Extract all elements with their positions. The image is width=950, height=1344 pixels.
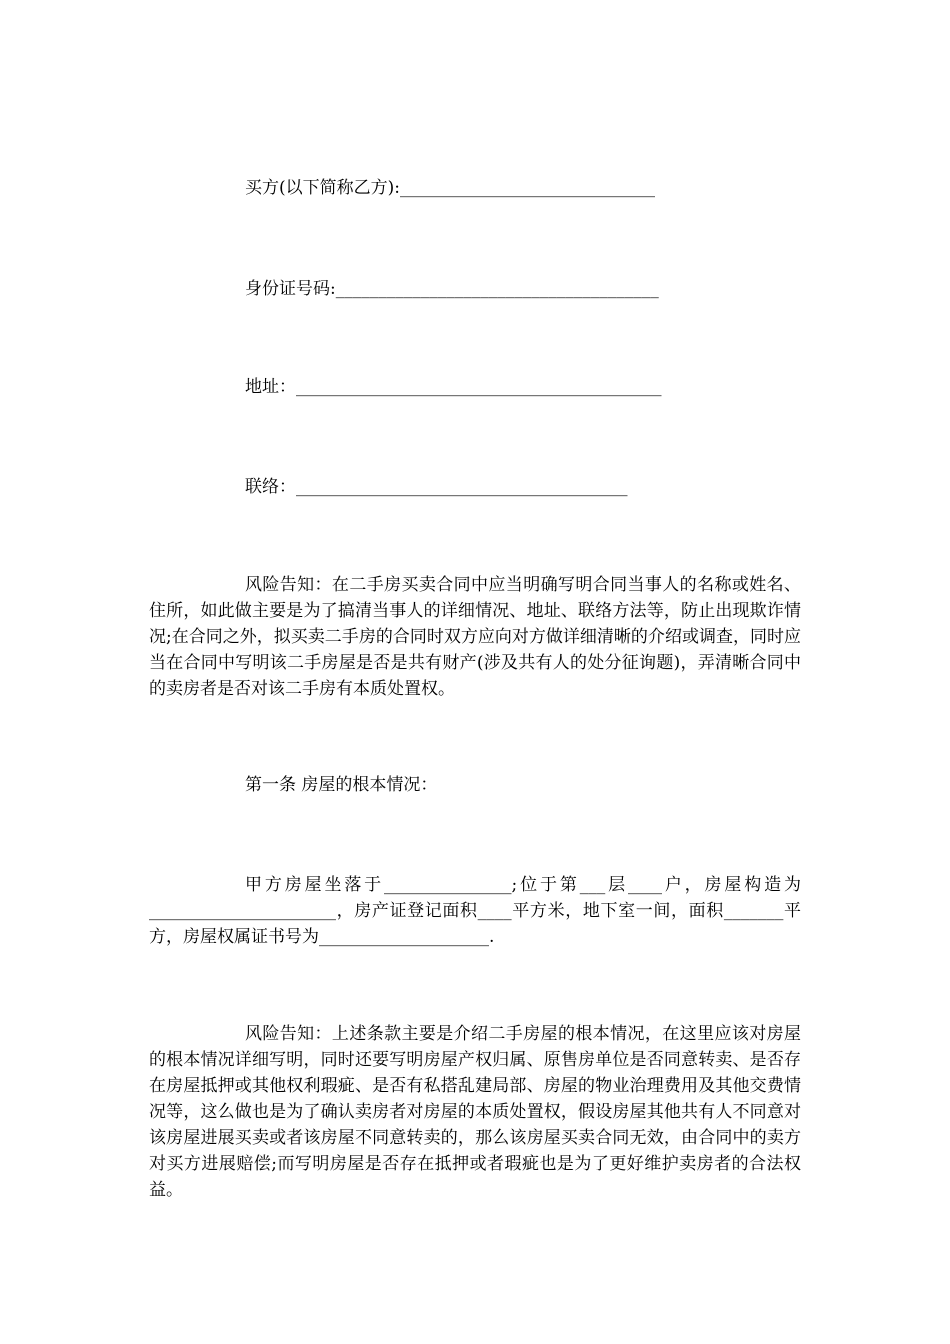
- risk-notice-text-2: 风险告知：上述条款主要是介绍二手房屋的根本情况，在这里应该对房屋的根本情况详细写明，同时还要写明房屋产权归属、原售房单位是否同意转卖、是否存在房屋抵押或其他权利瑕疵、是否有私搭乱建局部、房屋的物业治理费用及其他交费情况等，这么做也是为了确认卖房者对房屋的本质处置权，假设房屋其他共有人不同意对该房屋进展买卖或者该房屋不同意转卖的，那么该房屋买卖合同无效，由合同中的卖方对买方进展赔偿;而写明房屋是否存在抵押或者瑕疵也是为了更好维护卖房者的合法权益。: [149, 1024, 801, 1200]
- risk-notice-paragraph-1: [149, 572, 801, 702]
- id-number-field-line: 身份证号码:______________________________________: [245, 279, 659, 299]
- contact-field-line: 联络：_______________________________________: [245, 477, 628, 497]
- article-1-paragraph: [149, 872, 801, 950]
- address-field-line: 地址：___________________________________________: [245, 377, 662, 397]
- buyer-field-line: 买方(以下简称乙方):______________________________: [245, 178, 655, 198]
- article-1-text: 甲方房屋坐落于_______________;位于第___层____户，房屋构造为______________________，房产证登记面积____平方米，地下室一间，面积_______平方，房屋权属证书号为____________________.: [149, 875, 801, 947]
- risk-notice-text-1: 风险告知：在二手房买卖合同中应当明确写明合同当事人的名称或姓名、住所，如此做主要是为了搞清当事人的详细情况、地址、联络方法等，防止出现欺诈情况;在合同之外，拟买卖二手房的合同时双方应向对方做详细清晰的介绍或调查，同时应当在合同中写明该二手房屋是否是共有财产(涉及共有人的处分征询题)，弄清晰合同中的卖房者是否对该二手房有本质处置权。: [149, 575, 801, 699]
- article-1-heading: 第一条 房屋的根本情况：: [245, 775, 438, 795]
- risk-notice-paragraph-2: [149, 1021, 801, 1203]
